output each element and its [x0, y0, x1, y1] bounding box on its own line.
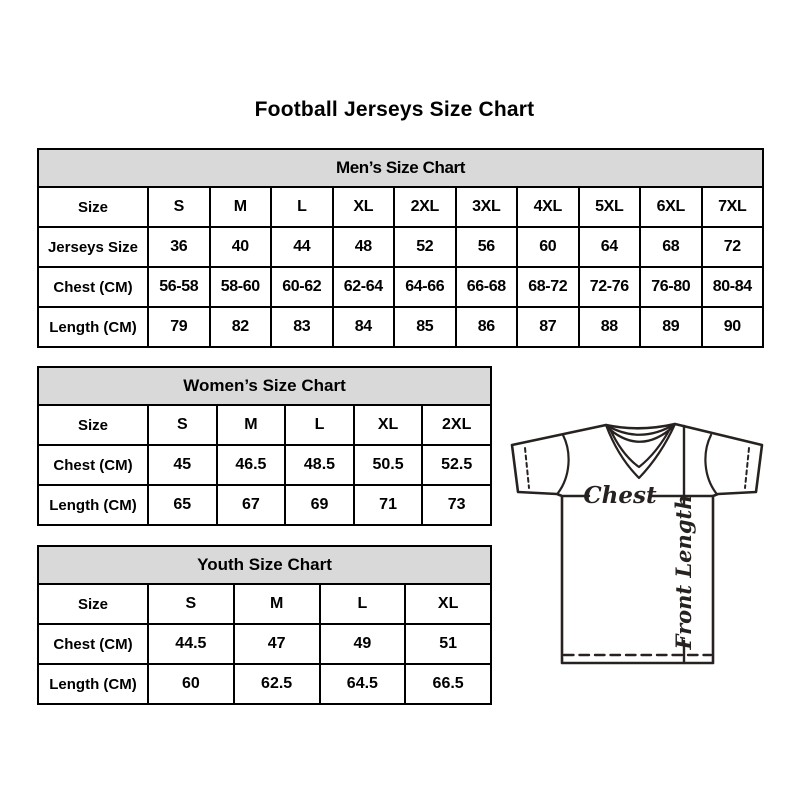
table-cell: 82 [210, 307, 272, 347]
table-cell: 2XL [394, 187, 456, 227]
table-cell: 87 [517, 307, 579, 347]
mens-size-table [37, 148, 764, 348]
table-cell: L [285, 405, 354, 445]
table-cell: 56 [456, 227, 518, 267]
table-cell: 64 [579, 227, 641, 267]
table-cell: 67 [217, 485, 286, 525]
table-cell: 85 [394, 307, 456, 347]
row-label: Chest (CM) [38, 267, 148, 307]
table-cell: 36 [148, 227, 210, 267]
table-cell: XL [405, 584, 491, 624]
row-label: Length (CM) [38, 307, 148, 347]
table-cell: 46.5 [217, 445, 286, 485]
chest-label: Chest [583, 482, 657, 509]
table-cell: S [148, 405, 217, 445]
table-cell: 79 [148, 307, 210, 347]
table-section-header: Youth Size Chart [38, 546, 491, 584]
table-cell: 68 [640, 227, 702, 267]
table-cell: 6XL [640, 187, 702, 227]
row-label: Size [38, 187, 148, 227]
table-cell: S [148, 187, 210, 227]
table-section-header: Women’s Size Chart [38, 367, 491, 405]
table-cell: L [320, 584, 406, 624]
table-cell: 48.5 [285, 445, 354, 485]
table-cell: 47 [234, 624, 320, 664]
table-cell: 58-60 [210, 267, 272, 307]
table-cell: 44.5 [148, 624, 234, 664]
table-cell: M [234, 584, 320, 624]
table-cell: 71 [354, 485, 423, 525]
table-cell: 83 [271, 307, 333, 347]
front-length-label: Front Length [671, 494, 696, 650]
table-cell: 90 [702, 307, 764, 347]
table-cell: 65 [148, 485, 217, 525]
table-cell: 7XL [702, 187, 764, 227]
table-cell: 60-62 [271, 267, 333, 307]
table-cell: S [148, 584, 234, 624]
table-cell: 88 [579, 307, 641, 347]
table-cell: 52.5 [422, 445, 491, 485]
table-cell: 89 [640, 307, 702, 347]
table-cell: 64-66 [394, 267, 456, 307]
table-cell: 84 [333, 307, 395, 347]
table-cell: 40 [210, 227, 272, 267]
table-section-header: Men’s Size Chart [38, 149, 763, 187]
table-cell: M [217, 405, 286, 445]
row-label: Chest (CM) [38, 624, 148, 664]
table-cell: 76-80 [640, 267, 702, 307]
table-cell: 80-84 [702, 267, 764, 307]
row-label: Length (CM) [38, 664, 148, 704]
table-cell: 66.5 [405, 664, 491, 704]
table-cell: 86 [456, 307, 518, 347]
table-cell: 68-72 [517, 267, 579, 307]
table-cell: 60 [517, 227, 579, 267]
table-cell: 3XL [456, 187, 518, 227]
table-cell: 49 [320, 624, 406, 664]
table-cell: 64.5 [320, 664, 406, 704]
table-cell: 45 [148, 445, 217, 485]
jersey-outline-shape [512, 424, 762, 663]
table-cell: 60 [148, 664, 234, 704]
table-cell: 5XL [579, 187, 641, 227]
table-cell: 4XL [517, 187, 579, 227]
table-cell: L [271, 187, 333, 227]
row-label: Size [38, 584, 148, 624]
table-cell: 48 [333, 227, 395, 267]
row-label: Length (CM) [38, 485, 148, 525]
table-cell: 66-68 [456, 267, 518, 307]
table-cell: 62.5 [234, 664, 320, 704]
table-cell: 72-76 [579, 267, 641, 307]
table-cell: XL [333, 187, 395, 227]
table-cell: 56-58 [148, 267, 210, 307]
table-cell: M [210, 187, 272, 227]
table-cell: 50.5 [354, 445, 423, 485]
jersey-diagram [500, 415, 770, 670]
row-label: Chest (CM) [38, 445, 148, 485]
table-cell: 62-64 [333, 267, 395, 307]
page-title: Football Jerseys Size Chart [254, 98, 535, 121]
womens-size-table [37, 366, 492, 526]
row-label: Size [38, 405, 148, 445]
row-label: Jerseys Size [38, 227, 148, 267]
table-cell: 69 [285, 485, 354, 525]
table-cell: 2XL [422, 405, 491, 445]
table-cell: 52 [394, 227, 456, 267]
table-cell: 44 [271, 227, 333, 267]
table-cell: XL [354, 405, 423, 445]
table-cell: 73 [422, 485, 491, 525]
table-cell: 51 [405, 624, 491, 664]
youth-size-table [37, 545, 492, 705]
table-cell: 72 [702, 227, 764, 267]
